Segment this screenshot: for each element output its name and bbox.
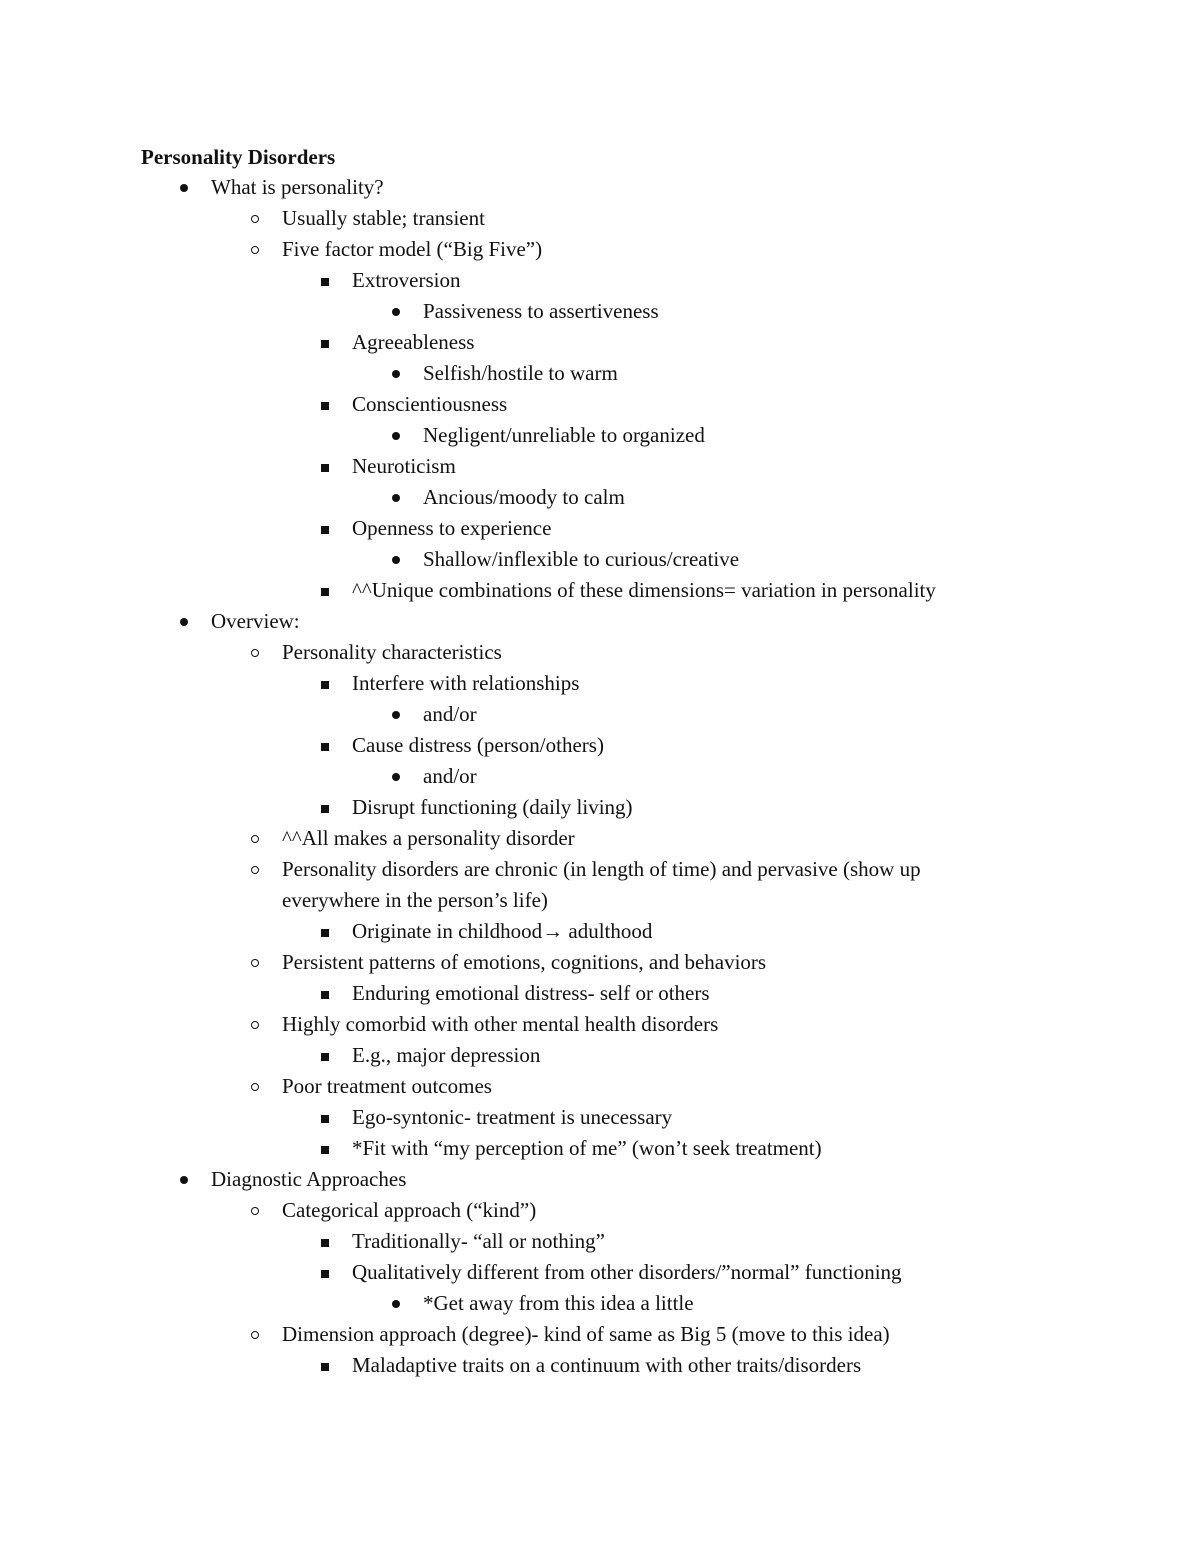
list-item-text: Maladaptive traits on a continuum with other traits/disorders	[352, 1353, 862, 1377]
list-item-text: Persistent patterns of emotions, cognitions, and behaviors	[282, 950, 767, 974]
bullet-dot-icon	[392, 544, 412, 575]
list-item	[0, 606, 1200, 637]
list-item	[0, 792, 1200, 823]
bullet-square-icon	[321, 327, 341, 358]
list-item-text: Highly comorbid with other mental health disorders	[282, 1012, 719, 1036]
bullet-dot-icon	[392, 296, 412, 327]
list-item-text: Poor treatment outcomes	[282, 1074, 492, 1098]
list-item-text: Diagnostic Approaches	[211, 1167, 407, 1191]
bullet-dot-icon	[392, 699, 412, 730]
bullet-square-icon	[321, 792, 341, 823]
bullet-dot-icon	[392, 1288, 412, 1319]
list-item-text: and/or	[423, 764, 477, 788]
list-item-text: ^^All makes a personality disorder	[282, 826, 575, 850]
bullet-dot-icon	[392, 482, 412, 513]
bullet-square-icon	[321, 1102, 341, 1133]
bullet-dot-icon	[392, 761, 412, 792]
list-item	[0, 575, 1200, 606]
list-item-text: Openness to experience	[352, 516, 552, 540]
list-item	[0, 1009, 1200, 1040]
bullet-square-icon	[321, 1133, 341, 1164]
list-item-text: *Get away from this idea a little	[423, 1291, 694, 1315]
list-item-text: E.g., major depression	[352, 1043, 541, 1067]
list-item	[0, 854, 921, 916]
list-item	[0, 668, 1200, 699]
bullet-square-icon	[321, 730, 341, 761]
list-item	[0, 203, 1200, 234]
list-item-text: What is personality?	[211, 175, 384, 199]
bullet-circle-icon	[251, 1009, 271, 1040]
list-item	[0, 389, 1200, 420]
list-item	[0, 1319, 1200, 1350]
list-item-text: Categorical approach (“kind”)	[282, 1198, 537, 1222]
list-item-text: Selfish/hostile to warm	[423, 361, 618, 385]
list-item	[0, 420, 1200, 451]
list-item	[0, 947, 1200, 978]
list-item-text: and/or	[423, 702, 477, 726]
list-item	[0, 1133, 1200, 1164]
list-item-text: ^^Unique combinations of these dimensions= variation in personality	[352, 578, 936, 602]
bullet-dot-icon	[392, 420, 412, 451]
bullet-square-icon	[321, 916, 341, 947]
list-item-text: Ancious/moody to calm	[423, 485, 625, 509]
bullet-square-icon	[321, 1226, 341, 1257]
list-item	[0, 451, 1200, 482]
list-item-text: Passiveness to assertiveness	[423, 299, 659, 323]
list-item-text: Enduring emotional distress- self or others	[352, 981, 710, 1005]
list-item	[0, 637, 1200, 668]
list-item-text: Qualitatively different from other disorders/”normal” functioning	[352, 1260, 902, 1284]
bullet-dot-icon	[180, 1164, 200, 1195]
list-item-text: Extroversion	[352, 268, 461, 292]
list-item	[0, 1288, 1200, 1319]
list-item	[0, 978, 1200, 1009]
bullet-circle-icon	[251, 947, 271, 978]
list-item	[0, 265, 1200, 296]
bullet-square-icon	[321, 1350, 341, 1381]
list-item-text: Shallow/inflexible to curious/creative	[423, 547, 740, 571]
list-item-text: Conscientiousness	[352, 392, 508, 416]
list-item	[0, 823, 1200, 854]
bullet-circle-icon	[251, 1319, 271, 1350]
list-item	[0, 1226, 1200, 1257]
list-item-text: Usually stable; transient	[282, 206, 485, 230]
list-item-text: Originate in childhood→ adulthood	[352, 919, 653, 943]
list-item	[0, 234, 1200, 265]
bullet-square-icon	[321, 513, 341, 544]
list-item	[0, 296, 1200, 327]
list-item	[0, 699, 1200, 730]
list-item-text: Five factor model (“Big Five”)	[282, 237, 543, 261]
list-item-text: Agreeableness	[352, 330, 475, 354]
bullet-square-icon	[321, 1040, 341, 1071]
list-item-text: Traditionally- “all or nothing”	[352, 1229, 605, 1253]
list-item	[0, 1071, 1200, 1102]
list-item-text: Personality characteristics	[282, 640, 502, 664]
list-item	[0, 327, 1200, 358]
bullet-circle-icon	[251, 1195, 271, 1226]
bullet-square-icon	[321, 265, 341, 296]
list-item-text: Personality disorders are chronic (in length of time) and pervasive (show up everywhere in the person’s life)	[282, 857, 921, 912]
bullet-dot-icon	[392, 358, 412, 389]
list-item	[0, 916, 1200, 947]
list-item	[0, 1164, 1200, 1195]
list-item	[0, 1195, 1200, 1226]
list-item	[0, 482, 1200, 513]
list-item	[0, 358, 1200, 389]
bullet-square-icon	[321, 575, 341, 606]
list-item-text: Overview:	[211, 609, 300, 633]
list-item-text: Interfere with relationships	[352, 671, 580, 695]
list-item	[0, 513, 1200, 544]
bullet-circle-icon	[251, 854, 271, 885]
bullet-dot-icon	[180, 172, 200, 203]
bullet-circle-icon	[251, 637, 271, 668]
page-title: Personality Disorders	[141, 145, 336, 169]
list-item	[0, 1102, 1200, 1133]
bullet-square-icon	[321, 1257, 341, 1288]
list-item-text: Negligent/unreliable to organized	[423, 423, 705, 447]
list-item-text: *Fit with “my perception of me” (won’t seek treatment)	[352, 1136, 822, 1160]
list-item-text: Dimension approach (degree)- kind of same as Big 5 (move to this idea)	[282, 1322, 890, 1346]
list-item-text: Ego-syntonic- treatment is unecessary	[352, 1105, 673, 1129]
list-item	[0, 1257, 1200, 1288]
list-item	[0, 761, 1200, 792]
list-item-text: Cause distress (person/others)	[352, 733, 604, 757]
list-item-text: Neuroticism	[352, 454, 456, 478]
bullet-circle-icon	[251, 823, 271, 854]
bullet-square-icon	[321, 389, 341, 420]
bullet-circle-icon	[251, 1071, 271, 1102]
bullet-square-icon	[321, 451, 341, 482]
list-item	[0, 730, 1200, 761]
bullet-circle-icon	[251, 203, 271, 234]
bullet-square-icon	[321, 978, 341, 1009]
list-item-text: Disrupt functioning (daily living)	[352, 795, 633, 819]
list-item	[0, 1040, 1200, 1071]
list-item	[0, 544, 1200, 575]
list-item	[0, 1350, 1200, 1381]
outline-list	[0, 172, 1200, 1381]
bullet-dot-icon	[180, 606, 200, 637]
bullet-circle-icon	[251, 234, 271, 265]
list-item	[0, 172, 1200, 203]
bullet-square-icon	[321, 668, 341, 699]
